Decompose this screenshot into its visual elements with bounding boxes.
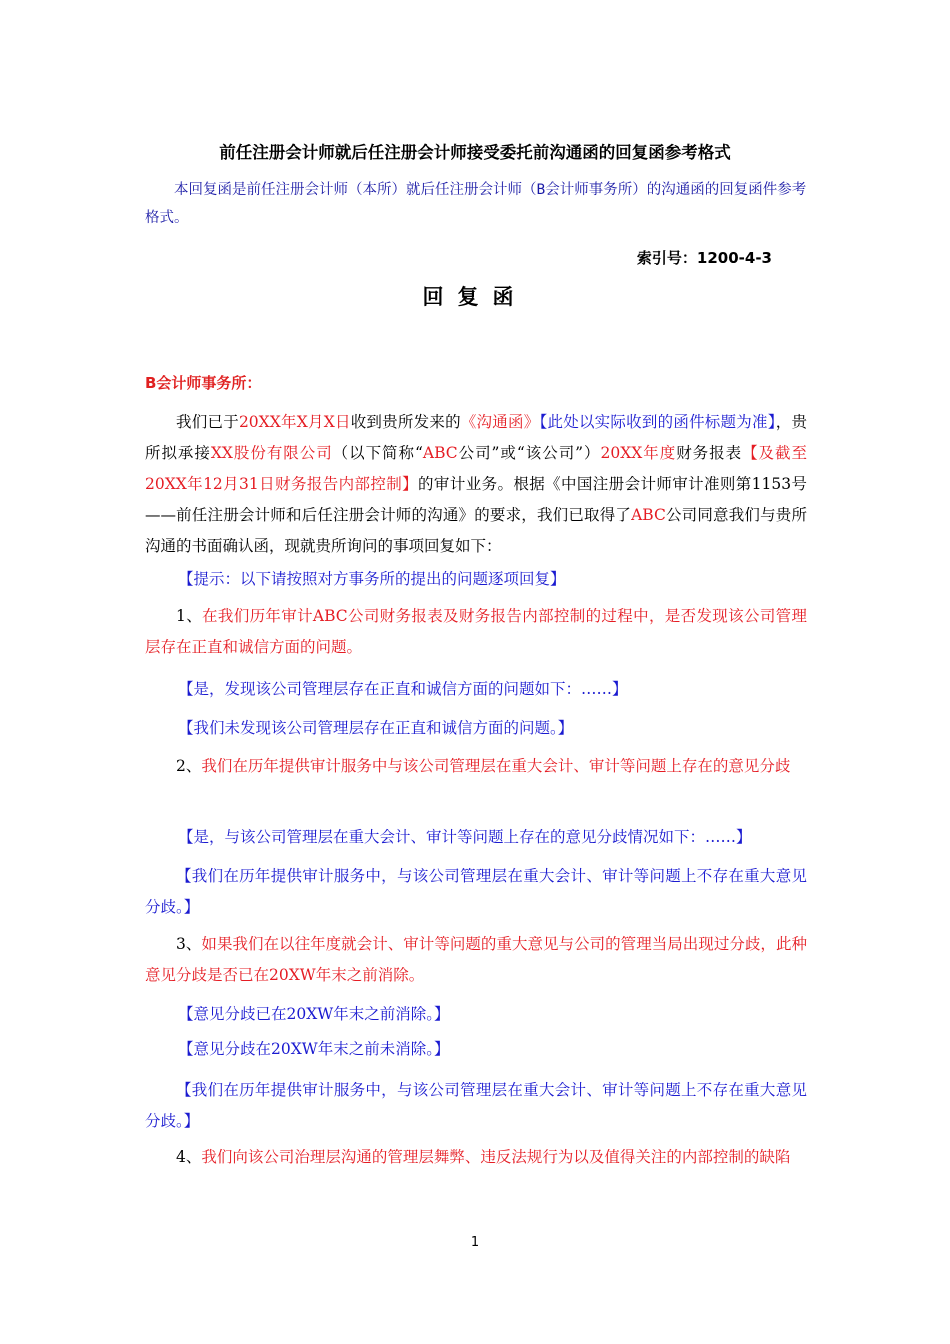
company-abbr: ABC [631,506,666,524]
question-text: 在我们历年审计ABC公司财务报表及财务报告内部控制的过程中，是否发现该公司管理层存在正直和诚信方面的问题。 [145,607,807,656]
index-number: 索引号：1200-4-3 [636,249,772,267]
intro-note: 本回复函是前任注册会计师（本所）就后任注册会计师（B会计师事务所）的沟通函的回复函件参考格式。 [145,182,807,226]
page-number: 1 [470,1235,480,1250]
answer-option: 【是，与该公司管理层在重大会计、审计等问题上存在的意见分歧情况如下：……】 [178,828,752,846]
opening-paragraph [145,407,807,562]
question-text: 如果我们在以往年度就会计、审计等问题的重大意见与公司的管理当局出现过分歧，此种意见分歧是否已在20XW年末之前消除。 [145,935,807,984]
opening-text: 的审计业务。根据《中国注册会计师审计准则第1153号——前任注册会计师和后任注册会计师的沟通》的要求，我们已取得了 [145,475,807,524]
answer-option: 【我们在历年提供审计服务中，与该公司管理层在重大会计、审计等问题上不存在重大意见分歧。】 [145,1081,807,1130]
answer-option: 【意见分歧在20XW年末之前未消除。】 [178,1040,450,1058]
fiscal-year: 20XX年度 [600,444,677,462]
addressee: B会计师事务所： [145,374,262,392]
opening-text: 我们已于 [176,413,239,431]
question-3 [145,929,807,991]
answer-option: 【我们在历年提供审计服务中，与该公司管理层在重大会计、审计等问题上不存在重大意见分歧。】 [145,867,807,916]
answer-option: 【我们未发现该公司管理层存在正直和诚信方面的问题。】 [178,719,574,737]
company-name: XX股份有限公司 [210,444,333,462]
question-number: 1、 [176,607,203,625]
company-abbr: ABC [422,444,458,462]
opening-text: （以下简称“ [332,444,423,462]
opening-text: 财务报表 [676,444,743,462]
answer-option: 【意见分歧已在20XW年末之前消除。】 [178,1005,450,1023]
question-text: 我们在历年提供审计服务中与该公司管理层在重大会计、审计等问题上存在的意见分歧 [201,757,791,775]
letter-title-ref: 《沟通函》 [460,413,540,431]
receipt-date: 20XX年X月X日 [238,413,351,431]
question-4 [145,1142,807,1173]
bracket-note: 【此处以实际收到的函件标题为准】 [539,413,776,431]
question-number: 2、 [176,757,202,775]
letter-heading: 回复函 [422,284,528,309]
internal-control-note: 【及截至20XX年12月31日财务报告内部控制】 [145,444,807,493]
opening-text: 公司同意我们与贵所沟通的书面确认函，现就贵所询问的事项回复如下： [145,506,807,555]
question-1 [145,601,807,663]
question-number: 3、 [176,935,202,953]
question-number: 4、 [176,1148,202,1166]
answer-option: 【是，发现该公司管理层存在正直和诚信方面的问题如下：……】 [178,680,628,698]
document-title: 前任注册会计师就后任注册会计师接受委托前沟通函的回复函参考格式 [219,143,731,162]
opening-text: 公司”或“该公司”） [457,444,601,462]
opening-text: 收到贵所发来的 [350,413,461,431]
tip-note: 【提示：以下请按照对方事务所的提出的问题逐项回复】 [178,570,566,588]
opening-text: ，贵所拟承接 [145,413,807,462]
question-text: 我们向该公司治理层沟通的管理层舞弊、违反法规行为以及值得关注的内部控制的缺陷 [201,1148,791,1166]
question-2 [145,751,807,782]
